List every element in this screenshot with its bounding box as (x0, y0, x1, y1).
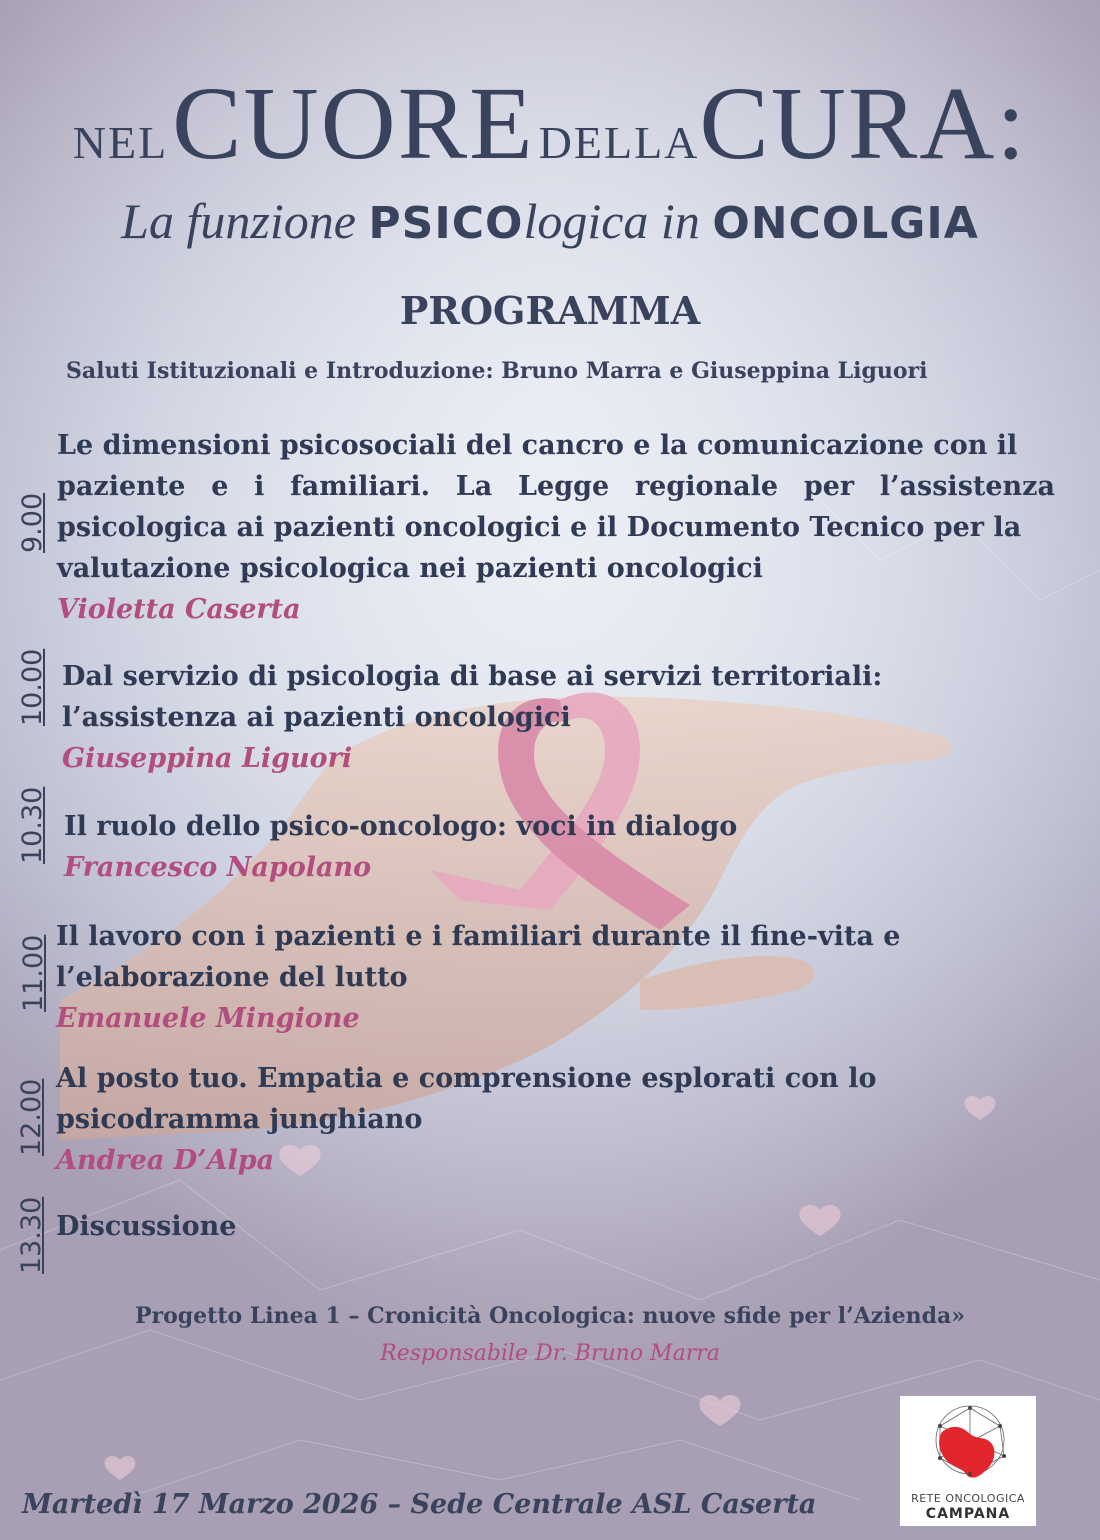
session-time: 10.00 (17, 648, 48, 726)
subtitle-oncologia: ONCOLGIA (712, 198, 979, 249)
session-title-line: Il lavoro con i pazienti e i familiari durante il fine-vita e (56, 921, 901, 952)
session-time: 9.00 (17, 492, 48, 553)
session-time: 12.00 (16, 1078, 47, 1156)
title-cuore: CUORE (172, 66, 535, 181)
programma-heading: PROGRAMMA (399, 288, 701, 333)
session-speaker: Emanuele Mingione (56, 1003, 360, 1034)
saluti-line: Saluti Istituzionali e Introduzione: Bruno Marra e Giuseppina Liguori (66, 358, 928, 384)
session-title-line: Discussione (56, 1211, 237, 1242)
session-time: 10.30 (17, 786, 48, 864)
rete-oncologica-logo (900, 1396, 1036, 1526)
title-nel: NEL (72, 117, 169, 168)
session-item (16, 1058, 956, 1182)
session-title-line: Al posto tuo. Empatia e comprensione esplorati con lo (56, 1063, 877, 1094)
session-title-line (57, 466, 1055, 507)
subtitle (0, 192, 1100, 250)
session-item (17, 648, 962, 780)
rete-oncologica-campania-map-icon (900, 1396, 1036, 1492)
session-title-line: psicodramma junghiano (56, 1104, 423, 1135)
subtitle-in: in (660, 193, 700, 249)
session-speaker: Giuseppina Liguori (62, 743, 353, 774)
session-item (17, 425, 1055, 631)
responsabile-line: Responsabile Dr. Bruno Marra (380, 1341, 720, 1366)
session-time: 11.00 (18, 934, 49, 1012)
session-title-text: paziente e i familiari. La Legge regionale per l’assistenza (57, 471, 1055, 502)
session-item (17, 786, 964, 889)
logo-text-rete: RETE ONCOLOGICA (911, 1492, 1025, 1505)
session-title-line: Dal servizio di psicologia di base ai servizi territoriali: (62, 661, 883, 692)
session-title-line: valutazione psicologica nei pazienti oncologici (57, 553, 763, 584)
title-della: DELLA (538, 117, 700, 168)
project-line: Progetto Linea 1 – Cronicità Oncologica: nuove sfide per l’Azienda» (134, 1303, 966, 1329)
logo-text-campana: CAMPANA (925, 1506, 1011, 1522)
session-title-line: Il ruolo dello psico-oncologo: voci in dialogo (64, 811, 738, 842)
session-time: 13.30 (16, 1196, 47, 1274)
session-speaker: Andrea D’Alpa (56, 1145, 275, 1176)
session-title-line: l’assistenza ai pazienti oncologici (62, 702, 571, 733)
session-speaker: Francesco Napolano (64, 852, 372, 883)
subtitle-psico: PSICO (368, 198, 524, 249)
session-title-line: psicologica ai pazienti oncologici e il Documento Tecnico per la (57, 512, 1022, 543)
session-item (18, 916, 956, 1040)
subtitle-logica: logica (523, 193, 649, 249)
session-speaker: Violetta Caserta (57, 594, 301, 625)
subtitle-funzione: La funzione (121, 193, 356, 249)
title-cura: CURA: (699, 66, 1028, 181)
date-location-line: Martedì 17 Marzo 2026 – Sede Centrale ASL Caserta (22, 1489, 817, 1520)
session-item (16, 1196, 956, 1274)
session-title-line: Le dimensioni psicosociali del cancro e la comunicazione con il (57, 430, 1018, 461)
main-title (0, 66, 1100, 181)
session-title-line: l’elaborazione del lutto (56, 962, 408, 993)
